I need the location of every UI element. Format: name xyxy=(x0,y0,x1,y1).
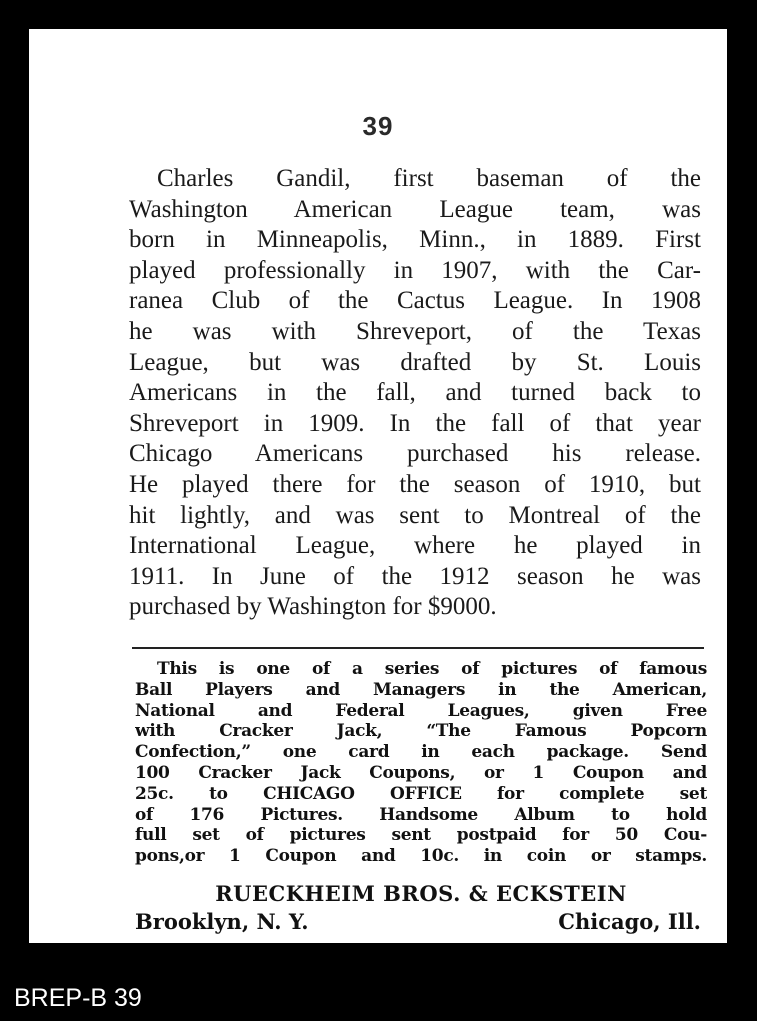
bio-line: ranea Club of the Cactus League. In 1908 xyxy=(129,287,701,315)
promo-line: Confection,” one card in each package. Send xyxy=(135,742,707,763)
promo-line: of 176 Pictures. Handsome Album to hold xyxy=(135,804,707,825)
promo-line: Ball Players and Managers in the American, xyxy=(135,679,707,700)
bio-line: Shreveport in 1909. In the fall of that year xyxy=(129,409,701,437)
bio-line: He played there for the season of 1910, but xyxy=(129,470,701,498)
card-number: 39 xyxy=(362,111,394,141)
promo-line: pons,or 1 Coupon and 10c. in coin or stamps. xyxy=(135,846,707,867)
bio-line: International League, where he played in xyxy=(129,532,701,560)
bio-line: he was with Shreveport, of the Texas xyxy=(129,317,701,345)
bio-line: hit lightly, and was sent to Montreal of the xyxy=(129,501,701,529)
player-biography xyxy=(129,164,701,623)
bio-line: purchased by Washington for $9000. xyxy=(129,593,497,621)
bio-line: born in Minneapolis, Minn., in 1889. First xyxy=(129,226,701,254)
publisher-cities xyxy=(135,909,701,934)
promo-text xyxy=(135,659,707,867)
promo-line: with Cracker Jack, “The Famous Popcorn xyxy=(135,721,707,742)
city-left: Brooklyn, N. Y. xyxy=(135,909,309,934)
card-back xyxy=(29,29,727,943)
bio-line: Charles Gandil, first baseman of the xyxy=(157,165,701,192)
promo-line: 100 Cracker Jack Coupons, or 1 Coupon and xyxy=(135,762,707,783)
city-right: Chicago, Ill. xyxy=(558,909,701,934)
bio-line: Washington American League team, was xyxy=(129,195,701,223)
publisher-name: RUECKHEIM BROS. & ECKSTEIN xyxy=(215,881,627,906)
promo-line: 25c. to CHICAGO OFFICE for complete set xyxy=(135,783,707,804)
bio-line: Americans in the fall, and turned back to xyxy=(129,379,701,407)
promo-line: This is one of a series of pictures of famous xyxy=(157,659,707,679)
section-divider xyxy=(132,647,704,649)
promo-line: full set of pictures sent postpaid for 50 Cou- xyxy=(135,825,707,846)
bio-line: played professionally in 1907, with the Car- xyxy=(129,256,701,284)
bio-line: Chicago Americans purchased his release. xyxy=(129,440,701,468)
image-caption: BREP-B 39 xyxy=(14,984,142,1012)
promo-line: National and Federal Leagues, given Free xyxy=(135,700,707,721)
bio-line: League, but was drafted by St. Louis xyxy=(129,348,701,376)
bio-line: 1911. In June of the 1912 season he was xyxy=(129,562,701,590)
